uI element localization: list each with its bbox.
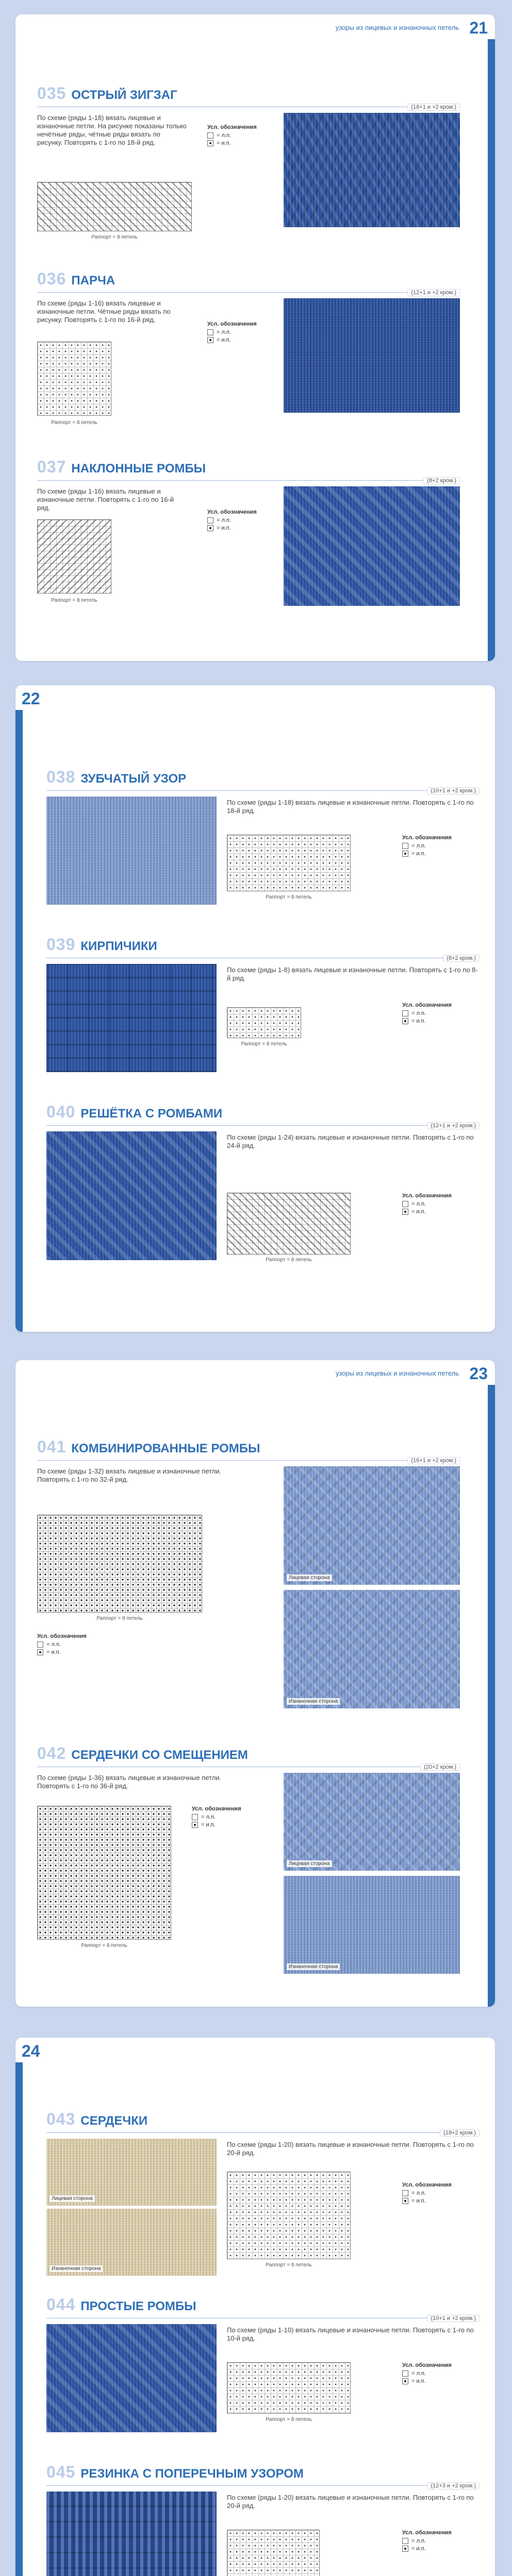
swatch-photo: [284, 298, 460, 413]
page-rail: [15, 2062, 23, 2576]
legend-purl: = и.п.: [402, 1018, 452, 1024]
pattern-title: ПАРЧА: [71, 274, 115, 287]
pattern-header: [46, 2110, 480, 2129]
legend: [402, 2530, 452, 2553]
swatch-photo-back: [284, 1590, 460, 1708]
legend: [207, 124, 257, 148]
stitch-chart: [227, 2172, 351, 2259]
chart-caption: Раппорт = 8 петель: [241, 1041, 287, 1047]
running-head: узоры из лицевых и изнаночных петель: [335, 1369, 459, 1377]
legend-knit: = л.п.: [402, 2190, 452, 2196]
purl-symbol-icon: [207, 525, 213, 531]
purl-symbol-icon: [402, 2198, 408, 2204]
pattern-number: 043: [46, 2110, 76, 2128]
stitch-chart: [227, 2362, 351, 2414]
pattern-number: 040: [46, 1103, 76, 1121]
pattern-number: 037: [37, 457, 67, 476]
page-number: 24: [22, 2042, 40, 2060]
pattern-043: [46, 2110, 480, 2285]
legend-purl: = и.п.: [207, 337, 257, 343]
stitch-chart: [227, 835, 351, 891]
pattern-header: [37, 457, 460, 477]
legend-purl: = и.п.: [402, 2546, 452, 2552]
swatch-photo: [284, 486, 460, 606]
swatch-photo: [46, 2324, 217, 2432]
title-rule: [37, 292, 460, 293]
knit-symbol-icon: [402, 2370, 408, 2377]
legend: [37, 1633, 87, 1657]
pattern-number: 036: [37, 269, 67, 288]
legend-purl: = и.п.: [192, 1822, 241, 1828]
pattern-header: [46, 768, 480, 787]
pattern-header: [46, 2295, 480, 2314]
purl-symbol-icon: [402, 1209, 408, 1215]
page-rail: [488, 1385, 495, 2007]
pattern-title: ПРОСТЫЕ РОМБЫ: [80, 2299, 196, 2313]
pattern-description: По схеме (ряды 1-8) вязать лицевые и изнаночные петли. Повторять с 1-го по 8-й ряд.: [227, 966, 478, 982]
pattern-title: КИРПИЧИКИ: [80, 939, 157, 953]
photo-label-front: Лицевая сторона: [287, 1860, 332, 1867]
legend: [402, 2362, 452, 2386]
purl-symbol-icon: [192, 1822, 198, 1828]
knit-symbol-icon: [192, 1814, 198, 1820]
legend-purl: = и.п.: [402, 1209, 452, 1215]
legend-knit: = л.п.: [192, 1814, 241, 1820]
legend-title: Усл. обозначения: [402, 835, 452, 841]
legend-purl: = и.п.: [402, 2198, 452, 2204]
pattern-number: 044: [46, 2295, 76, 2314]
chart-caption: Раппорт = 8 петель: [266, 2262, 312, 2268]
title-rule: [46, 1125, 480, 1126]
repeat-info: (12+1 и +2 кром.): [427, 1122, 480, 1129]
knit-symbol-icon: [207, 132, 213, 139]
legend-purl: = и.п.: [402, 2378, 452, 2384]
repeat-info: (20+2 кром.): [420, 1764, 460, 1771]
stitch-chart: [37, 342, 111, 416]
legend-title: Усл. обозначения: [207, 321, 257, 327]
stitch-chart: [227, 2530, 320, 2576]
chart-caption: Раппорт = 8 петель: [51, 598, 97, 603]
page-rail: [15, 710, 23, 1332]
legend: [207, 509, 257, 533]
page-rail: [488, 39, 495, 661]
legend-title: Усл. обозначения: [402, 2530, 452, 2536]
pattern-header: [46, 1103, 480, 1122]
photo-label-back: Изнаночная сторона: [287, 1698, 340, 1705]
page-22: [15, 685, 495, 1332]
stitch-chart: [37, 182, 192, 231]
legend-knit: = л.п.: [207, 132, 257, 139]
swatch-photo: [46, 1131, 217, 1260]
purl-symbol-icon: [37, 1649, 43, 1655]
chart-caption: Раппорт = 8 петель: [96, 1616, 143, 1621]
knit-symbol-icon: [402, 2538, 408, 2544]
pattern-description: По схеме (ряды 1-18) вязать лицевые и изнаночные петли. Повторять с 1-го по 18-й ряд.: [227, 799, 474, 815]
swatch-photo: [46, 964, 217, 1072]
swatch-photo: [284, 113, 460, 227]
chart-caption: Раппорт = 8 петель: [81, 1943, 127, 1948]
knit-symbol-icon: [402, 2190, 408, 2196]
pattern-title: РЕШЁТКА С РОМБАМИ: [80, 1107, 223, 1121]
legend: [402, 1193, 452, 1216]
pattern-header: [37, 84, 460, 103]
swatch-photo: [46, 2492, 217, 2576]
page-21: [15, 14, 495, 661]
pattern-045: [46, 2463, 480, 2576]
pattern-description: По схеме (ряды 1-16) вязать лицевые и изнаночные петли. Чётные ряды вязать по рисунку. Повторять с 1-го по 16-й ряд.: [37, 299, 171, 324]
repeat-info: (8+2 кром.): [443, 955, 480, 962]
page-23: [15, 1360, 495, 2007]
pattern-title: НАКЛОННЫЕ РОМБЫ: [71, 462, 206, 476]
chart-caption: Раппорт = 8 петель: [266, 2417, 312, 2422]
pattern-036: [37, 269, 460, 445]
page-number: 21: [469, 19, 488, 37]
legend-title: Усл. обозначения: [207, 509, 257, 515]
knit-symbol-icon: [207, 517, 213, 523]
purl-symbol-icon: [402, 2378, 408, 2384]
swatch-photo-front: [284, 1773, 460, 1871]
legend: [402, 1002, 452, 1026]
legend: [402, 2182, 452, 2206]
chart-caption: Раппорт = 8 петель: [91, 234, 138, 240]
pattern-040: [46, 1103, 480, 1309]
repeat-info: (18+2 кром.): [440, 2129, 480, 2137]
photo-label-back: Изнаночная сторона: [49, 2265, 103, 2272]
pattern-header: [37, 1437, 460, 1456]
chart-caption: Раппорт = 8 петель: [266, 1257, 312, 1263]
legend-title: Усл. обозначения: [402, 2362, 452, 2368]
pattern-description: По схеме (ряды 1-36) вязать лицевые и изнаночные петли. Повторять с 1-го по 36-й ряд.: [37, 1774, 222, 1790]
purl-symbol-icon: [207, 140, 213, 146]
repeat-info: (8+2 кром.): [423, 477, 460, 484]
pattern-description: По схеме (ряды 1-24) вязать лицевые и изнаночные петли. Повторять с 1-го по 24-й ряд.: [227, 1133, 474, 1149]
knit-symbol-icon: [402, 1010, 408, 1016]
legend-purl: = и.п.: [207, 140, 257, 146]
pattern-038: [46, 768, 480, 922]
title-rule: [46, 2132, 480, 2133]
purl-symbol-icon: [402, 851, 408, 857]
legend-title: Усл. обозначения: [207, 124, 257, 130]
legend: [207, 321, 257, 345]
pattern-title: КОМБИНИРОВАННЫЕ РОМБЫ: [71, 1442, 260, 1455]
pattern-042: [37, 1744, 460, 1986]
pattern-description: По схеме (ряды 1-10) вязать лицевые и изнаночные петли. Повторять с 1-го по 10-й ряд.: [227, 2326, 474, 2342]
photo-label-front: Лицевая сторона: [49, 2195, 95, 2202]
legend-purl: = и.п.: [37, 1649, 87, 1655]
page-24: [15, 2038, 495, 2576]
pattern-description: По схеме (ряды 1-32) вязать лицевые и изнаночные петли. Повторять с 1-го по 32-й ряд.: [37, 1467, 222, 1483]
repeat-info: (12+1 и +2 кром.): [407, 289, 460, 296]
swatch-photo: [46, 796, 217, 905]
running-head: узоры из лицевых и изнаночных петель: [335, 24, 459, 31]
pattern-header: [37, 269, 460, 289]
legend-purl: = и.п.: [207, 525, 257, 531]
legend: [402, 835, 452, 858]
pattern-description: По схеме (ряды 1-20) вязать лицевые и изнаночные петли. Повторять с 1-го по 20-й ряд.: [227, 2494, 474, 2510]
stitch-chart: [37, 1806, 171, 1940]
pattern-035: [37, 84, 460, 254]
legend-title: Усл. обозначения: [402, 1002, 452, 1008]
pattern-description: По схеме (ряды 1-16) вязать лицевые и изнаночные петли. Повторять с 1-го по 16-й ряд.: [37, 487, 174, 512]
pattern-header: [46, 2463, 480, 2482]
pattern-description: По схеме (ряды 1-20) вязать лицевые и изнаночные петли. Повторять с 1-го по 20-й ряд.: [227, 2141, 474, 2157]
repeat-info: (12+3 и +2 кром.): [427, 2482, 480, 2489]
legend-knit: = л.п.: [402, 1201, 452, 1207]
pattern-number: 039: [46, 935, 76, 954]
knit-symbol-icon: [37, 1641, 43, 1648]
pattern-044: [46, 2295, 480, 2450]
legend-title: Усл. обозначения: [402, 1193, 452, 1199]
legend-knit: = л.п.: [207, 329, 257, 335]
legend-knit: = л.п.: [402, 1010, 452, 1016]
title-rule: [46, 790, 480, 791]
legend-knit: = л.п.: [402, 2538, 452, 2544]
pattern-description: По схеме (ряды 1-18) вязать лицевые и изнаночные петли. На рисунке показаны только нечётные ряды, чётные ряды вязать по рисунку. Повторять с 1-го по 18-й ряд.: [37, 114, 187, 146]
pattern-039: [46, 935, 480, 1090]
pattern-title: СЕРДЕЧКИ СО СМЕЩЕНИЕМ: [71, 1748, 248, 1762]
purl-symbol-icon: [402, 1018, 408, 1024]
stitch-chart: [37, 519, 111, 594]
knit-symbol-icon: [402, 843, 408, 849]
pattern-041: [37, 1437, 460, 1731]
chart-caption: Раппорт = 8 петель: [266, 894, 312, 900]
legend-title: Усл. обозначения: [402, 2182, 452, 2188]
legend-knit: = л.п.: [402, 843, 452, 849]
purl-symbol-icon: [207, 337, 213, 343]
repeat-info: (18+1 и +2 кром.): [407, 104, 460, 111]
stitch-chart: [37, 1515, 202, 1613]
legend-knit: = л.п.: [37, 1641, 87, 1648]
pattern-number: 035: [37, 84, 67, 103]
chart-caption: Раппорт = 8 петель: [51, 420, 97, 426]
pattern-number: 038: [46, 768, 76, 786]
legend-title: Усл. обозначения: [192, 1806, 241, 1812]
swatch-photo-front: [284, 1466, 460, 1585]
knit-symbol-icon: [207, 329, 213, 335]
pattern-number: 042: [37, 1744, 67, 1762]
pattern-037: [37, 457, 460, 628]
pattern-header: [37, 1744, 460, 1763]
repeat-info: (16+1 и +2 кром.): [407, 1457, 460, 1464]
legend-purl: = и.п.: [402, 851, 452, 857]
stitch-chart: [227, 1007, 301, 1038]
pattern-title: ОСТРЫЙ ЗИГЗАГ: [71, 88, 177, 102]
photo-label-front: Лицевая сторона: [287, 1574, 332, 1581]
pattern-number: 041: [37, 1437, 67, 1456]
pattern-title: СЕРДЕЧКИ: [80, 2114, 148, 2128]
legend: [192, 1806, 241, 1829]
title-rule: [37, 1460, 460, 1461]
page-number: 23: [469, 1364, 488, 1383]
title-rule: [46, 2485, 480, 2486]
pattern-title: ЗУБЧАТЫЙ УЗОР: [80, 772, 187, 786]
repeat-info: (10+1 и +2 кром.): [427, 787, 480, 794]
pattern-header: [46, 935, 480, 954]
photo-label-back: Изнаночная сторона: [287, 1963, 340, 1970]
repeat-info: (10+1 и +2 кром.): [427, 2315, 480, 2322]
page-number: 22: [22, 689, 40, 708]
legend-knit: = л.п.: [207, 517, 257, 523]
purl-symbol-icon: [402, 2546, 408, 2552]
swatch-photo-back: [284, 1876, 460, 1974]
pattern-number: 045: [46, 2463, 76, 2481]
stitch-chart: [227, 1193, 351, 1255]
legend-title: Усл. обозначения: [37, 1633, 87, 1639]
knit-symbol-icon: [402, 1201, 408, 1207]
pattern-title: РЕЗИНКА С ПОПЕРЕЧНЫМ УЗОРОМ: [80, 2467, 304, 2481]
title-rule: [37, 480, 460, 481]
legend-knit: = л.п.: [402, 2370, 452, 2377]
